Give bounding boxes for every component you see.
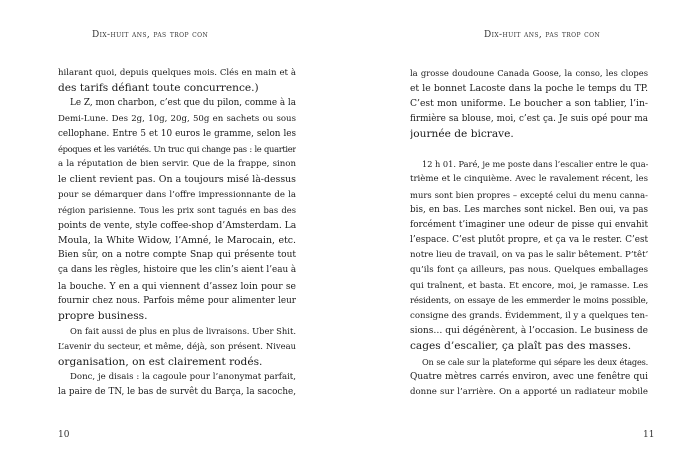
text-line: des tarifs défiant toute concurrence.) [58,82,259,95]
running-head: Dix-huit ans, pas trop con [484,30,601,40]
text-line: On se cale sur la plateforme qui sépare les deux étages. [422,356,648,367]
page-number: 11 [643,430,655,440]
text-line: fournir chez nous. Parfois même pour alimenter leur [58,295,296,306]
text-line: résidents, on essaye de les emmerder le moins possible, [410,295,648,306]
text-line: hilarant quoi, depuis quelques mois. Clés en main et à [58,68,296,78]
text-line: région parisienne. Tous les prix sont tagués en bas des [58,204,296,215]
text-line: propre business. [58,310,148,322]
text-line: sions… qui dégénèrent, à l’occasion. Le business de [410,326,648,337]
text-line: et le bonnet Lacoste dans la poche le temps du TP. [410,83,648,95]
body-text [410,66,648,400]
text-line: C’est mon uniforme. Le boucher a son tablier, l’in- [410,98,648,110]
text-line: donne sur l’arrière. On a apporté un radiateur mobile [410,386,648,397]
text-line: Moula, la White Widow, l’Amné, le Marocain, etc. [58,235,296,247]
text-line: firmière sa blouse, moi, c’est ça. Je suis opé pour ma [410,113,648,124]
text-line: ça dans les règles, histoire que les clin’s aient l’eau à [58,265,296,276]
text-line: cages d’escalier, ça plaît pas des masses. [410,340,632,353]
text-line: la grosse doudoune Canada Goose, la conso, les clopes [410,68,648,78]
text-line: qui traînent, et basta. Et encore, moi, je ramasse. Les [410,280,648,291]
text-line: Donc, je disais : la cagoule pour l’anonymat parfait, [70,371,296,382]
text-line: Le Z, mon charbon, c’est que du pilon, comme à la [70,98,296,109]
text-line: cellophane. Entre 5 et 10 euros le gramme, selon les [58,128,296,139]
text-line: Demi-Lune. Des 2g, 10g, 20g, 50g en sachets ou sous [58,113,296,124]
text-line: qu’ils font ça ailleurs, pas nous. Quelques emballages [410,265,648,276]
text-line: époques et les variétés. Un truc qui change pas : le quartier [58,143,296,154]
text-line: organisation, on est clairement rodés. [58,355,263,368]
text-line: Bien sûr, on a notre compte Snap qui présente tout [58,250,296,261]
text-line: la bouche. Y en a qui viennent d’assez loin pour se [58,280,296,292]
right-page [350,0,700,463]
text-line: la paire de TN, le bas de survêt du Barça, la sacoche, [58,386,296,397]
text-line: le client revient pas. On a toujours misé là-dessus [58,174,296,186]
text-line: trième et le cinquième. Avec le ravalement récent, les [410,174,648,185]
text-line: pour se démarquer dans l’offre impressionnante de la [58,189,296,200]
running-head: Dix-huit ans, pas trop con [92,30,209,40]
page-number: 10 [58,430,70,440]
text-line: murs sont bien propres – excepté celui du menu canna- [410,189,648,200]
text-line: forcément t’imaginer une odeur de pisse qui envahit [410,219,648,230]
body-text [58,66,296,400]
text-line: Quatre mètres carrés environ, avec une fenêtre qui [410,371,648,382]
text-line: 12 h 01. Paré, je me poste dans l’escalier entre le qua- [422,159,648,170]
section-break [410,142,648,157]
text-line: points de vente, style coffee-shop d’Amsterdam. La [58,219,296,231]
text-line: journée de bicrave. [410,127,514,140]
text-line: a la réputation de bien servir. Que de la frappe, sinon [58,159,296,170]
text-line: l’espace. C’est plutôt propre, et ça va le rester. C’est [410,235,648,246]
text-line: consigne des grands. Évidemment, il y a quelques ten- [410,311,648,321]
text-line: On fait aussi de plus en plus de livraisons. Uber Shit. [70,326,296,337]
text-line: L’avenir du secteur, et même, déjà, son présent. Niveau [58,341,296,352]
text-line: bis, en bas. Les marches sont nickel. Ben oui, va pas [410,204,648,215]
text-line: notre lieu de travail, on va pas le salir bêtement. P’têt’ [410,250,648,261]
